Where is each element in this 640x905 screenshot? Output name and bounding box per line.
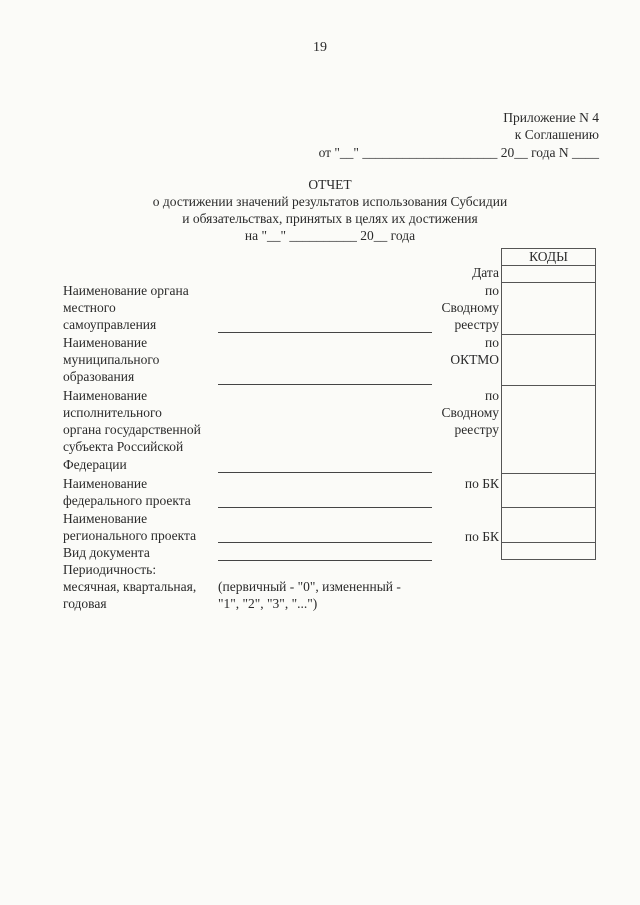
codes-table xyxy=(501,248,596,560)
exec-body-label-4: субъекта Российской xyxy=(63,439,184,454)
codes-row-divider xyxy=(502,385,595,386)
registry-label-svodnomu: Сводному xyxy=(441,300,499,315)
regional-project-label-1: Наименование xyxy=(63,511,148,526)
codes-header: КОДЫ xyxy=(502,249,595,266)
doc-type-label: Вид документа xyxy=(63,545,150,560)
municipality-label-1: Наименование xyxy=(63,335,148,350)
org-name-label-3: самоуправления xyxy=(63,317,157,332)
registry2-label-po: по xyxy=(485,388,499,403)
federal-bk-label: по БК xyxy=(464,476,499,491)
federal-project-label-2: федерального проекта xyxy=(63,493,191,508)
page-number: 19 xyxy=(313,40,327,55)
regional-project-label-2: регионального проекта xyxy=(63,528,197,543)
agreement-label: к Соглашению xyxy=(514,127,599,142)
doc-type-note-2: "1", "2", "3", "...") xyxy=(218,596,318,611)
municipality-label-3: образования xyxy=(63,369,135,384)
oktmo-label: ОКТМО xyxy=(450,352,499,367)
report-date-line: на "__" __________ 20__ года xyxy=(244,228,416,243)
registry-label-reestru: реестру xyxy=(454,317,499,332)
date-code-label: Дата xyxy=(472,265,499,280)
regional-bk-label: по БК xyxy=(464,529,499,544)
registry2-label-svodnomu: Сводному xyxy=(441,405,499,420)
exec-body-label-2: исполнительного xyxy=(63,405,162,420)
agreement-date-line: от "__" ____________________ 20__ года N ____ xyxy=(318,145,599,160)
oktmo-label-po: по xyxy=(485,335,499,350)
report-subtitle-line-1: о достижении значений результатов использования Субсидии xyxy=(152,194,508,209)
codes-row-divider xyxy=(502,473,595,474)
exec-body-label-5: Федерации xyxy=(63,457,127,472)
exec-body-label-3: органа государственной xyxy=(63,422,201,437)
report-subtitle-line-2: и обязательствах, принятых в целях их достижения xyxy=(182,211,478,226)
municipality-field[interactable] xyxy=(218,384,432,385)
federal-project-label-1: Наименование xyxy=(63,476,148,491)
municipality-label-2: муниципального xyxy=(63,352,160,367)
federal-project-field[interactable] xyxy=(218,507,432,508)
periodicity-label-1: Периодичность: xyxy=(63,562,157,577)
codes-row-divider xyxy=(502,542,595,543)
codes-row-divider xyxy=(502,282,595,283)
registry-label-po: по xyxy=(485,283,499,298)
codes-row-divider xyxy=(502,507,595,508)
exec-body-label-1: Наименование xyxy=(63,388,148,403)
periodicity-label-3: годовая xyxy=(63,596,107,611)
org-name-label-1: Наименование органа xyxy=(63,283,189,298)
appendix-label: Приложение N 4 xyxy=(503,110,599,125)
codes-row-divider xyxy=(502,334,595,335)
doc-type-field[interactable] xyxy=(218,560,432,561)
periodicity-label-2: месячная, квартальная, xyxy=(63,579,197,594)
doc-type-note-1: (первичный - "0", измененный - xyxy=(218,579,401,594)
org-name-field[interactable] xyxy=(218,332,432,333)
exec-body-field[interactable] xyxy=(218,472,432,473)
org-name-label-2: местного xyxy=(63,300,116,315)
registry2-label-reestru: реестру xyxy=(454,422,499,437)
regional-project-field[interactable] xyxy=(218,542,432,543)
report-title: ОТЧЕТ xyxy=(308,177,352,192)
